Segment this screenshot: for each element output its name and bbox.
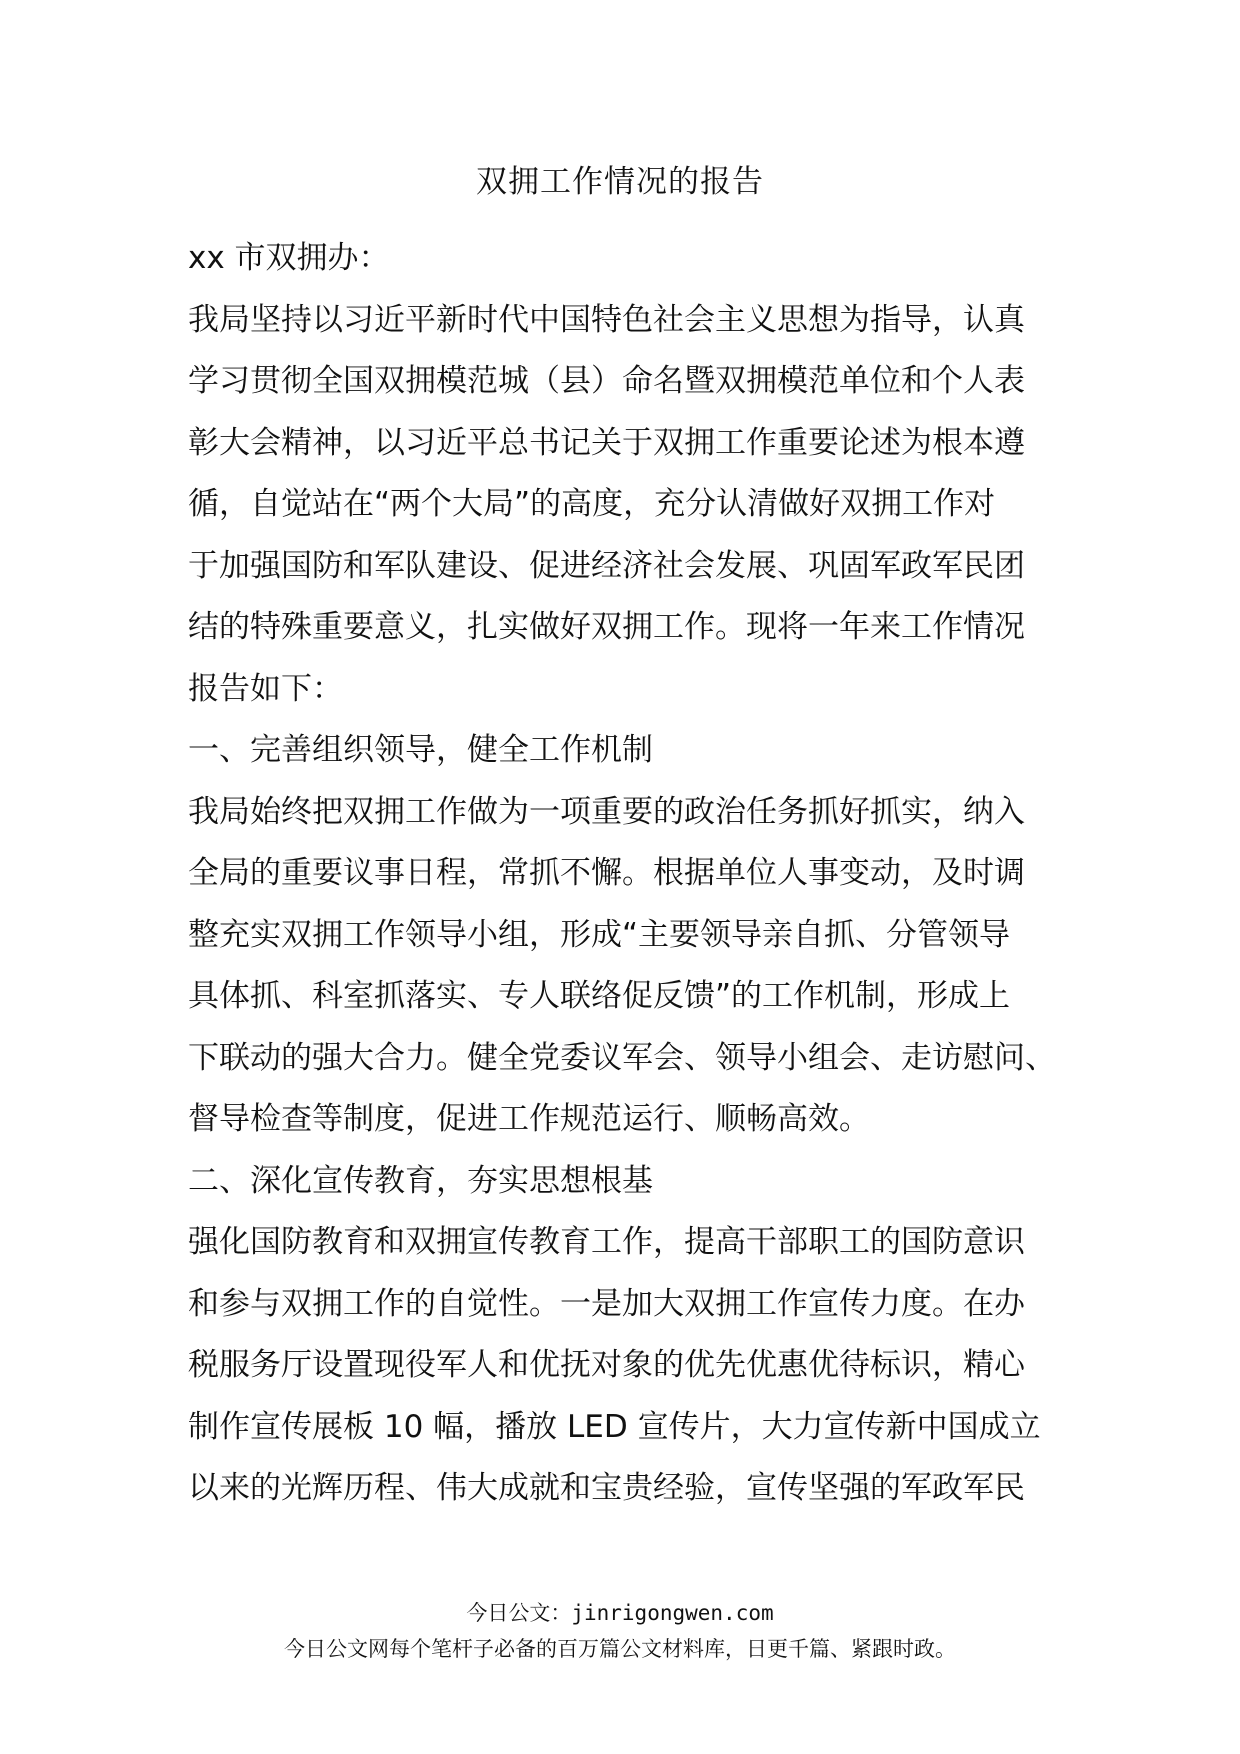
paragraph-line: 结的特殊重要意义，扎实做好双拥工作。现将一年来工作情况 xyxy=(188,609,1025,645)
paragraph-line: 报告如下： xyxy=(188,670,343,707)
paragraph-line: 税服务厅设置现役军人和优抚对象的优先优惠优待标识，精心 xyxy=(188,1347,1025,1383)
paragraph-line: 强化国防教育和双拥宣传教育工作，提高干部职工的国防意识 xyxy=(188,1224,1025,1260)
paragraph-line: 循，自觉站在“两个大局”的高度，充分认清做好双拥工作对 xyxy=(188,486,996,522)
paragraph-line: 彰大会精神，以习近平总书记关于双拥工作重要论述为根本遵 xyxy=(188,424,1025,461)
paragraph-line: 于加强国防和军队建设、促进经济社会发展、巩固军政军民团 xyxy=(188,547,1025,584)
paragraph-line: 下联动的强大合力。健全党委议军会、领导小组会、走访慰问、 xyxy=(188,1039,1056,1076)
document-body xyxy=(188,228,1068,1520)
section-heading-2: 二、深化宣传教育，夯实思想根基 xyxy=(188,1162,653,1199)
paragraph-line: 我局坚持以习近平新时代中国特色社会主义思想为指导，认真 xyxy=(188,301,1025,338)
section-heading-1: 一、完善组织领导，健全工作机制 xyxy=(188,732,653,768)
paragraph-line: 以来的光辉历程、伟大成就和宝贵经验，宣传坚强的军政军民 xyxy=(188,1470,1025,1506)
paragraph-line: 全局的重要议事日程，常抓不懈。根据单位人事变动，及时调 xyxy=(188,855,1025,891)
document-title: 双拥工作情况的报告 xyxy=(476,164,764,200)
paragraph-line: 和参与双拥工作的自觉性。一是加大双拥工作宣传力度。在办 xyxy=(188,1285,1025,1322)
paragraph-line: 制作宣传展板 10 幅，播放 LED 宣传片，大力宣传新中国成立 xyxy=(188,1408,1041,1445)
paragraph-line: 督导检查等制度，促进工作规范运行、顺畅高效。 xyxy=(188,1101,870,1137)
footer-site-label: 今日公文： xyxy=(466,1601,572,1625)
salutation-line: xx 市双拥办： xyxy=(188,240,390,276)
paragraph-line: 学习贯彻全国双拥模范城（县）命名暨双拥模范单位和个人表 xyxy=(188,363,1025,399)
footer-site-url[interactable]: jinrigongwen.com xyxy=(571,1601,774,1625)
footer-slogan: 今日公文网每个笔杆子必备的百万篇公文材料库，日更千篇、紧跟时政。 xyxy=(284,1637,956,1661)
footer-site xyxy=(0,1598,1240,1628)
paragraph-line: 具体抓、科室抓落实、专人联络促反馈”的工作机制，形成上 xyxy=(188,978,1011,1014)
paragraph-line: 我局始终把双拥工作做为一项重要的政治任务抓好抓实，纳入 xyxy=(188,793,1025,830)
paragraph-line: 整充实双拥工作领导小组，形成“主要领导亲自抓、分管领导 xyxy=(188,916,1011,953)
